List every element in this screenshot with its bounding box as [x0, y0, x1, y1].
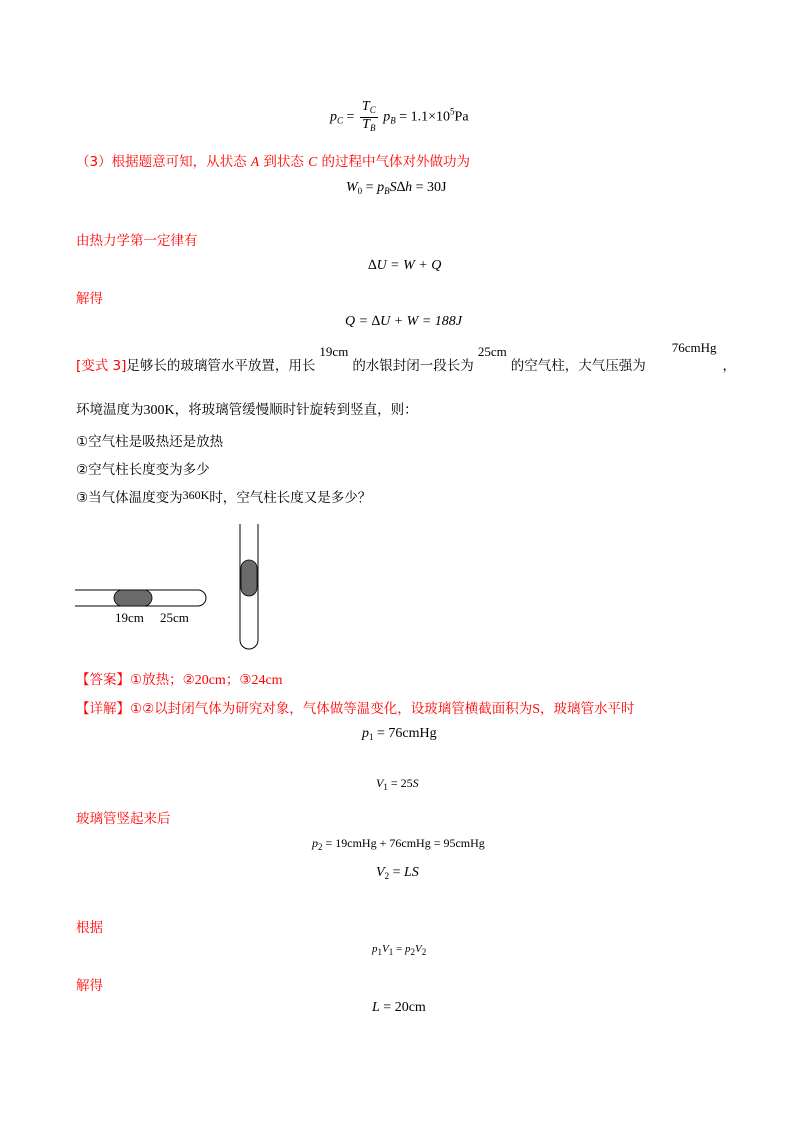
detail-line: 【详解】①②以封闭气体为研究对象，气体做等温变化，设玻璃管横截面积为S，玻璃管水平时 [76, 701, 635, 717]
equation-boyle: $p_1V_1 = p_2V_2$ [372, 943, 427, 957]
mercury-column-horizontal [114, 590, 152, 606]
equation-q: Q = ∆U + W = 188J [345, 314, 463, 329]
variant-tag: [变式 3] [76, 358, 127, 374]
equation-p2: $p_2$ = 19cmHg + 76cmHg = 95cmHg [312, 836, 485, 852]
question-2: ②空气柱长度变为多少 [76, 462, 210, 478]
equation-v2: $V_2$ = LS [376, 865, 419, 881]
variant-line-1: [变式 3]足够长的玻璃管水平放置，用长19cm的水银封闭一段长为25cm的空气柱，大气压强为76cmHg， [76, 340, 736, 374]
equation-v1: $V_1 = 25S$ [376, 776, 419, 792]
figure-label-mercury: 19cm [115, 610, 144, 625]
equation-w0: $W_0 = p_BS\Delta h = 30J$ [346, 180, 447, 196]
question-1: ①空气柱是吸热还是放热 [76, 434, 224, 450]
answer-tag: 【答案】 [76, 672, 130, 688]
equation-p1: $p_1$ = 76cmHg [362, 726, 437, 742]
vertical-tube [240, 524, 258, 649]
answer-line: 【答案】①放热；②20cm；③24cm [76, 672, 283, 688]
horizontal-tube [75, 590, 206, 606]
thermo-law-text: 由热力学第一定律有 [76, 233, 198, 249]
glass-tube-figure [70, 518, 290, 654]
mercury-column-vertical [241, 560, 257, 596]
variant-line-2: 环境温度为300K，将玻璃管缓慢顺时针旋转到竖直，则： [76, 402, 418, 418]
step3-text: （3）根据题意可知，从状态 A 到状态 C 的过程中气体对外做功为 [76, 154, 471, 170]
question-3: ③当气体温度变为360K时，空气柱长度又是多少？ [76, 488, 372, 506]
equation-pc: $p_C$ = $\frac{T_C}{T_B}$ $p_B = 1.1\times 10^5Pa$ [330, 99, 469, 133]
fraction-tc-tb: $\frac{T_C}{T_B}$ [361, 99, 376, 133]
after-vertical-text: 玻璃管竖起来后 [76, 811, 171, 827]
equation-l: L = 20cm [372, 1000, 426, 1015]
based-on-text: 根据 [76, 920, 103, 936]
figure-label-air: 25cm [160, 610, 189, 625]
solve-label-1: 解得 [76, 291, 103, 307]
equation-du: ∆U = W + Q [368, 258, 442, 273]
detail-tag: 【详解】 [76, 701, 130, 717]
solve-label-2: 解得 [76, 978, 103, 994]
